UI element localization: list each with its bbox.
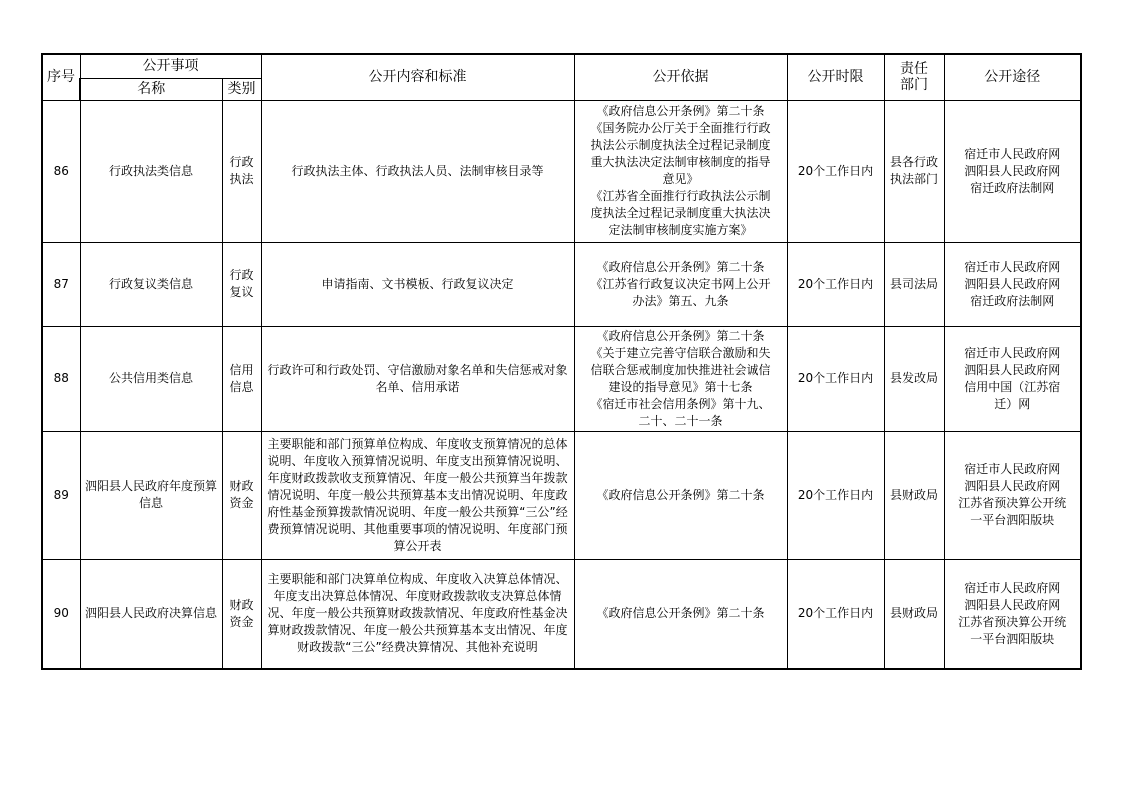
cell-time-limit: 20个工作日内 <box>787 242 884 326</box>
cell-line: 复议 <box>229 285 254 299</box>
cell-seq: 89 <box>42 431 80 559</box>
header-category: 类别 <box>222 78 261 100</box>
cell-name: 泗阳县人民政府决算信息 <box>80 559 222 669</box>
cell-line: 《政府信息公开条例》第二十条 <box>596 104 765 118</box>
cell-line: 宿迁市人民政府网 <box>964 259 1061 274</box>
cell-line: 《政府信息公开条例》第二十条 <box>596 487 765 502</box>
cell-channel <box>944 559 1081 669</box>
cell-category <box>222 431 261 559</box>
cell-line: 行政 <box>229 268 254 282</box>
cell-line: 财政 <box>229 597 254 612</box>
cell-line: 迁）网 <box>994 396 1031 411</box>
cell-line: 泗阳县人民政府网 <box>964 362 1061 377</box>
cell-line: 执法公示制度执法全过程记录制度 <box>590 138 771 152</box>
header-channel: 公开途径 <box>944 54 1081 100</box>
cell-line: 《政府信息公开条例》第二十条 <box>596 259 765 274</box>
header-items-group: 公开事项 <box>80 54 261 78</box>
cell-dept <box>884 326 944 431</box>
cell-dept <box>884 242 944 326</box>
disclosure-table <box>41 53 1082 670</box>
cell-line: 县发改局 <box>889 371 938 385</box>
cell-time-limit: 20个工作日内 <box>787 100 884 242</box>
header-basis: 公开依据 <box>574 54 787 100</box>
cell-line: 《关于建立完善守信联合激励和失 <box>590 345 771 360</box>
cell-dept <box>884 559 944 669</box>
table-row <box>42 559 1081 669</box>
cell-channel <box>944 431 1081 559</box>
header-row <box>42 54 1081 78</box>
header-time-limit: 公开时限 <box>787 54 884 100</box>
header-dept <box>884 54 944 100</box>
cell-channel <box>944 326 1081 431</box>
cell-line: 县各行政 <box>889 155 938 169</box>
cell-line: 信用 <box>229 362 254 377</box>
cell-basis <box>574 326 787 431</box>
cell-line: 泗阳县人民政府网 <box>964 163 1061 178</box>
cell-line: 宿迁政府法制网 <box>970 293 1055 308</box>
header-seq: 序号 <box>42 54 80 100</box>
cell-line: 资金 <box>229 496 254 510</box>
cell-dept <box>884 431 944 559</box>
cell-line: 信联合惩戒制度加快推进社会诚信 <box>590 362 771 377</box>
cell-line: 定法制审核制度实施方案》 <box>608 223 753 237</box>
cell-line: 办法》第五、九条 <box>632 293 729 308</box>
cell-line: 县财政局 <box>889 487 938 502</box>
cell-seq: 87 <box>42 242 80 326</box>
cell-line: 行政 <box>229 155 254 169</box>
cell-line: 意见》 <box>662 172 699 186</box>
cell-basis <box>574 100 787 242</box>
header-dept-line: 部门 <box>900 77 928 94</box>
cell-category <box>222 100 261 242</box>
cell-dept <box>884 100 944 242</box>
cell-name: 行政执法类信息 <box>80 100 222 242</box>
cell-line: 重大执法决定法制审核制度的指导 <box>590 155 771 169</box>
cell-content: 申请指南、文书模板、行政复议决定 <box>261 242 574 326</box>
cell-name: 公共信用类信息 <box>80 326 222 431</box>
cell-line: 《宿迁市社会信用条例》第十九、 <box>590 396 771 411</box>
cell-category <box>222 242 261 326</box>
table-row <box>42 431 1081 559</box>
cell-content: 行政许可和行政处罚、守信激励对象名单和失信惩戒对象名单、信用承诺 <box>261 326 574 431</box>
cell-line: 泗阳县人民政府网 <box>964 597 1061 612</box>
cell-line: 度执法全过程记录制度重大执法决 <box>590 206 771 220</box>
cell-line: 宿迁市人民政府网 <box>964 146 1061 161</box>
cell-line: 执法部门 <box>889 172 938 186</box>
cell-content: 主要职能和部门决算单位构成、年度收入决算总体情况、年度支出决算总体情况、年度财政拨款收支决算总体情况、年度一般公共预算财政拨款情况、年度政府性基金决算财政拨款情况、年度一般公共预算基本支出情况、年度财政拨款“三公”经费决算情况、其他补充说明 <box>261 559 574 669</box>
cell-content: 行政执法主体、行政执法人员、法制审核目录等 <box>261 100 574 242</box>
cell-time-limit: 20个工作日内 <box>787 326 884 431</box>
cell-line: 江苏省预决算公开统 <box>958 614 1067 629</box>
header-dept-line: 责任 <box>900 61 928 78</box>
cell-channel <box>944 100 1081 242</box>
cell-line: 泗阳县人民政府网 <box>964 276 1061 291</box>
cell-line: 财政 <box>229 479 254 493</box>
cell-basis <box>574 242 787 326</box>
cell-line: 江苏省预决算公开统 <box>958 496 1067 510</box>
cell-seq: 90 <box>42 559 80 669</box>
cell-basis <box>574 431 787 559</box>
cell-line: 宿迁市人民政府网 <box>964 345 1061 360</box>
cell-name: 泗阳县人民政府年度预算信息 <box>80 431 222 559</box>
cell-seq: 86 <box>42 100 80 242</box>
table-row <box>42 242 1081 326</box>
cell-line: 《江苏省全面推行行政执法公示制 <box>590 189 771 203</box>
cell-line: 《国务院办公厅关于全面推行行政 <box>590 121 771 135</box>
cell-line: 宿迁市人民政府网 <box>964 580 1061 595</box>
cell-line: 《政府信息公开条例》第二十条 <box>596 328 765 343</box>
cell-line: 县司法局 <box>889 276 938 291</box>
cell-time-limit: 20个工作日内 <box>787 559 884 669</box>
cell-line: 泗阳县人民政府网 <box>964 479 1061 493</box>
cell-line: 宿迁政府法制网 <box>970 180 1055 195</box>
cell-seq: 88 <box>42 326 80 431</box>
cell-channel <box>944 242 1081 326</box>
cell-line: 执法 <box>229 172 254 186</box>
cell-line: 《江苏省行政复议决定书网上公开 <box>590 276 771 291</box>
cell-basis <box>574 559 787 669</box>
cell-line: 信息 <box>229 379 254 394</box>
header-content: 公开内容和标准 <box>261 54 574 100</box>
table-row <box>42 326 1081 431</box>
cell-category <box>222 559 261 669</box>
cell-line: 二十、二十一条 <box>638 413 723 428</box>
cell-category <box>222 326 261 431</box>
cell-line: 信用中国（江苏宿 <box>964 379 1061 394</box>
cell-name: 行政复议类信息 <box>80 242 222 326</box>
cell-content: 主要职能和部门预算单位构成、年度收支预算情况的总体说明、年度收入预算情况说明、年度支出预算情况说明、年度财政拨款收支预算情况、年度一般公共预算当年拨款情况说明、年度一般公共预算基本支出情况说明、年度政府性基金预算拨款情况说明、年度一般公共预算“三公”经费预算情况说明、其他重要事项的情况说明、年度部门预算公开表 <box>261 431 574 559</box>
cell-line: 一平台泗阳版块 <box>970 631 1055 646</box>
table-row <box>42 100 1081 242</box>
cell-line: 县财政局 <box>889 606 938 621</box>
cell-line: 一平台泗阳版块 <box>970 513 1055 527</box>
cell-line: 建设的指导意见》第十七条 <box>608 379 753 394</box>
cell-line: 资金 <box>229 614 254 629</box>
cell-line: 《政府信息公开条例》第二十条 <box>596 606 765 621</box>
cell-line: 宿迁市人民政府网 <box>964 462 1061 476</box>
cell-time-limit: 20个工作日内 <box>787 431 884 559</box>
header-name: 名称 <box>80 78 222 100</box>
